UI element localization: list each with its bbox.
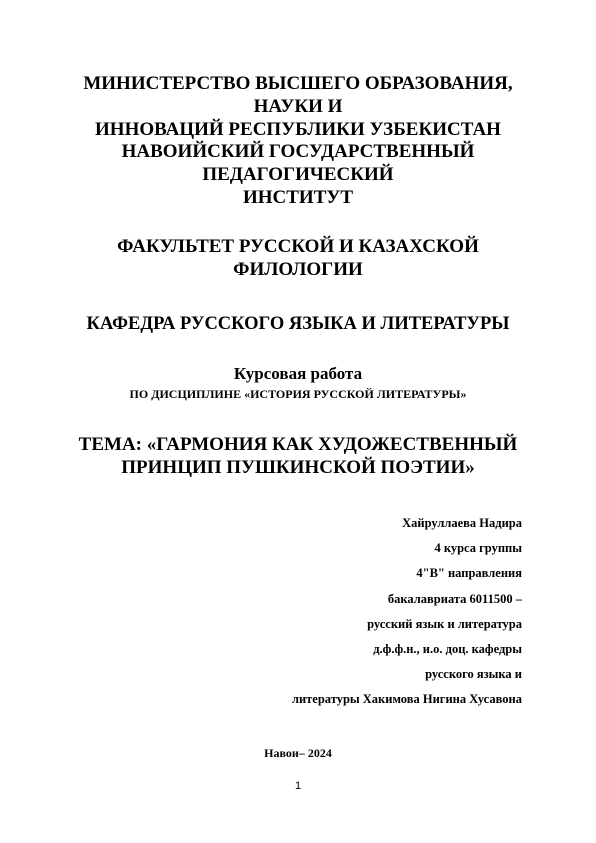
topic-line: ПРИНЦИП ПУШКИНСКОЙ ПОЭТИИ» — [121, 457, 475, 478]
ministry-header — [0, 73, 596, 210]
ministry-line: МИНИСТЕРСТВО ВЫСШЕГО ОБРАЗОВАНИЯ, — [83, 73, 513, 94]
page-number: 1 — [294, 780, 302, 792]
author-info — [292, 511, 522, 713]
topic-heading — [0, 433, 596, 479]
work-type-heading — [0, 364, 596, 384]
institute-line: НАВОИЙСКИЙ ГОСУДАРСТВЕННЫЙ — [121, 141, 475, 163]
ministry-line: НАУКИ И — [253, 95, 343, 117]
author-course: 4 курса группы — [434, 541, 522, 556]
city-year: Навои– 2024 — [264, 746, 332, 760]
institute-line: ПЕДАГОГИЧЕСКИЙ — [202, 164, 394, 186]
supervisor-department: русского языка и — [425, 667, 522, 682]
faculty-line: ФАКУЛЬТЕТ РУССКОЙ И КАЗАХСКОЙ — [117, 236, 479, 257]
ministry-line: ИННОВАЦИЙ РЕСПУБЛИКИ УЗБЕКИСТАН — [95, 118, 501, 140]
author-name: Хайруллаева Надира — [402, 516, 522, 530]
author-bachelor: бакалавриата 6011500 – — [387, 591, 522, 606]
author-specialty: русский язык и литература — [367, 616, 522, 631]
faculty-line: ФИЛОЛОГИИ — [233, 258, 363, 280]
department-heading — [0, 313, 596, 335]
topic-line: ТЕМА: «ГАРМОНИЯ КАК ХУДОЖЕСТВЕННЫЙ — [78, 434, 518, 455]
institute-line: ИНСТИТУТ — [242, 186, 354, 208]
faculty-heading — [0, 236, 596, 282]
supervisor-title: д.ф.ф.н., и.о. доц. кафедры — [373, 642, 522, 657]
department-line: КАФЕДРА РУССКОГО ЯЗЫКА И ЛИТЕРАТУРЫ — [86, 314, 510, 334]
supervisor-name: литературы Хакимова Нигина Хусавона — [291, 692, 522, 707]
work-type-line: Курсовая работа — [233, 364, 363, 383]
author-direction: 4"В" направления — [416, 566, 522, 581]
discipline-heading — [0, 386, 596, 402]
discipline-line: ПО ДИСЦИПЛИНЕ «ИСТОРИЯ РУССКОЙ ЛИТЕРАТУРЫ» — [129, 387, 467, 401]
